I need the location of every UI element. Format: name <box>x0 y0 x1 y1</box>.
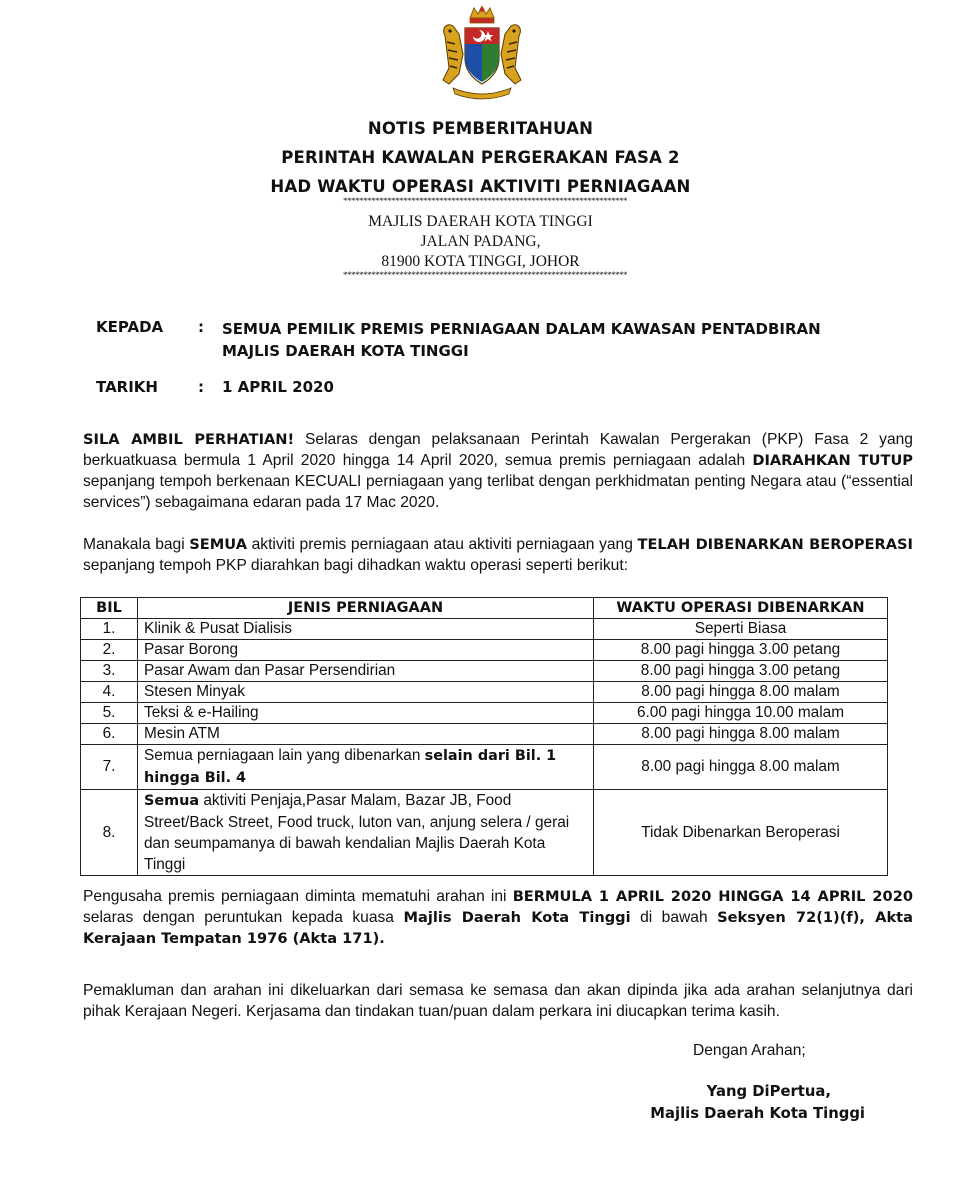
row-number: 3. <box>81 661 138 682</box>
row-operating-hours: 6.00 pagi hingga 10.00 malam <box>594 703 888 724</box>
table-row <box>81 745 888 790</box>
table-row <box>81 661 888 682</box>
address-line-3: 81900 KOTA TINGGI, JOHOR <box>381 253 580 270</box>
row-number: 4. <box>81 682 138 703</box>
attention-heading: SILA AMBIL PERHATIAN! <box>83 431 295 448</box>
row-business-type: Mesin ATM <box>138 724 594 745</box>
para3-act: Seksyen 72(1)(f), Akta Kerajaan Tempatan 1976 (Akta 171). <box>83 909 914 947</box>
para3-text-2: selaras dengan peruntukan kepada kuasa <box>83 909 404 926</box>
row-operating-hours: Seperti Biasa <box>594 619 888 640</box>
para2-all: SEMUA <box>189 536 247 553</box>
row-number: 8. <box>81 790 138 876</box>
paragraph-compliance <box>83 886 913 949</box>
row-number: 5. <box>81 703 138 724</box>
star-divider-top: *********************************************************************** <box>343 196 627 206</box>
row-business-type <box>138 790 594 876</box>
row-business-type <box>138 745 594 790</box>
row7-bold: selain dari Bil. 1 hingga Bil. 4 <box>144 748 557 786</box>
header-bil: BIL <box>81 598 138 619</box>
row-business-type: Pasar Awam dan Pasar Persendirian <box>138 661 594 682</box>
table-row <box>81 640 888 661</box>
date-colon: : <box>198 378 204 396</box>
star-divider-bottom: *********************************************************************** <box>343 270 627 280</box>
address-line-2: JALAN PADANG, <box>420 233 541 250</box>
row-operating-hours: 8.00 pagi hingga 8.00 malam <box>594 745 888 790</box>
to-label: KEPADA <box>96 318 164 336</box>
row-operating-hours: 8.00 pagi hingga 3.00 petang <box>594 640 888 661</box>
row-operating-hours: 8.00 pagi hingga 8.00 malam <box>594 682 888 703</box>
row-operating-hours: 8.00 pagi hingga 8.00 malam <box>594 724 888 745</box>
title-notice: NOTIS PEMBERITAHUAN <box>367 119 594 138</box>
para2-allowed-operate: TELAH DIBENARKAN BEROPERASI <box>637 536 913 553</box>
paragraph-allowed <box>83 534 913 576</box>
row-business-type: Klinik & Pusat Dialisis <box>138 619 594 640</box>
para1-text-1: Selaras dengan pelaksanaan Perintah Kawalan Pergerakan (PKP) Fasa 2 yang berkuatkuasa bermula 1 April 2020 hingga 14 April 2020, semua premis perniagaan adalah <box>83 431 913 469</box>
row-operating-hours: 8.00 pagi hingga 3.00 petang <box>594 661 888 682</box>
to-line-1: SEMUA PEMILIK PREMIS PERNIAGAAN DALAM KAWASAN PENTADBIRAN <box>222 320 821 338</box>
row-business-type: Pasar Borong <box>138 640 594 661</box>
row7-text: Semua perniagaan lain yang dibenarkan <box>144 747 425 764</box>
table-row <box>81 724 888 745</box>
date-value: 1 APRIL 2020 <box>222 378 334 396</box>
table-row <box>81 790 888 876</box>
header-jenis: JENIS PERNIAGAAN <box>138 598 594 619</box>
para3-text-1: Pengusaha premis perniagaan diminta mematuhi arahan ini <box>83 888 513 905</box>
row-number: 6. <box>81 724 138 745</box>
row-business-type: Stesen Minyak <box>138 682 594 703</box>
operating-hours-table <box>80 597 888 876</box>
row-operating-hours: Tidak Dibenarkan Beroperasi <box>594 790 888 876</box>
table-row <box>81 703 888 724</box>
row8-text: aktiviti Penjaja,Pasar Malam, Bazar JB, Food Street/Back Street, Food truck, luton van, anjung selera / gerai dan seumpamanya di bawah kendalian Majlis Daerah Kota Tinggi <box>144 792 570 873</box>
signature-council: Majlis Daerah Kota Tinggi <box>650 1105 865 1122</box>
to-value <box>222 318 902 362</box>
row8-bold: Semua <box>144 793 200 809</box>
table-header-row <box>81 598 888 619</box>
table-row <box>81 619 888 640</box>
para3-period: BERMULA 1 APRIL 2020 HINGGA 14 APRIL 2020 <box>512 888 913 905</box>
council-address <box>0 212 961 272</box>
title-hours: HAD WAKTU OPERASI AKTIVITI PERNIAGAAN <box>270 177 691 196</box>
row-business-type: Teksi & e-Hailing <box>138 703 594 724</box>
table-row <box>81 682 888 703</box>
date-label: TARIKH <box>96 378 158 396</box>
para3-council: Majlis Daerah Kota Tinggi <box>403 909 631 926</box>
to-colon: : <box>198 318 204 336</box>
para3-text-3: di bawah <box>630 909 718 926</box>
header-waktu: WAKTU OPERASI DIBENARKAN <box>594 598 888 619</box>
signature-president: Yang DiPertua, <box>706 1083 831 1100</box>
title-pkp: PERINTAH KAWALAN PERGERAKAN FASA 2 <box>281 148 680 167</box>
state-crest-icon <box>437 6 527 102</box>
para2-text-3: sepanjang tempoh PKP diarahkan bagi dihadkan waktu operasi seperti berikut: <box>83 557 628 574</box>
para1-text-2: sepanjang tempoh berkenaan KECUALI perniagaan yang terlibat dengan perkhidmatan penting Negara atau (“essential services”) sebagaimana edaran pada 17 Mac 2020. <box>83 473 913 511</box>
row-number: 2. <box>81 640 138 661</box>
address-line-1: MAJLIS DAERAH KOTA TINGGI <box>368 213 593 230</box>
para2-text-1: Manakala bagi <box>83 536 190 553</box>
notice-titles <box>0 114 961 201</box>
signature-with-directive: Dengan Arahan; <box>693 1042 806 1059</box>
closed-directive: DIARAHKAN TUTUP <box>752 452 913 469</box>
to-line-2: MAJLIS DAERAH KOTA TINGGI <box>222 342 469 360</box>
paragraph-closing: Pemakluman dan arahan ini dikeluarkan dari semasa ke semasa dan akan dipinda jika ada arahan selanjutnya dari pihak Kerajaan Negeri. Kerjasama dan tindakan tuan/puan dalam perkara ini diucapkan terima kasih. <box>83 982 913 1020</box>
row-number: 1. <box>81 619 138 640</box>
paragraph-attention <box>83 429 913 513</box>
para2-text-2: aktiviti premis perniagaan atau aktiviti perniagaan yang <box>247 536 638 553</box>
row-number: 7. <box>81 745 138 790</box>
